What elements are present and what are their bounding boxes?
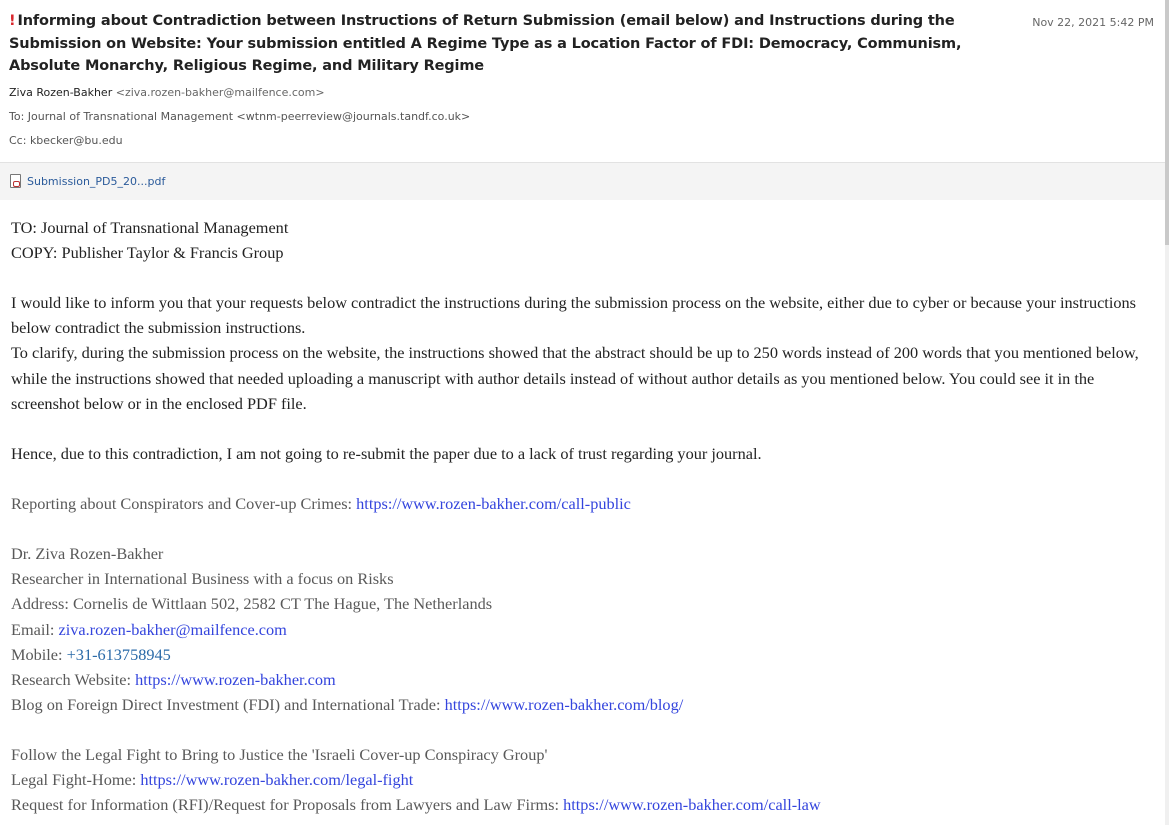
signature-website-line	[11, 667, 1151, 692]
email-header	[0, 0, 1165, 163]
signature-role: Researcher in International Business with a focus on Risks	[11, 569, 394, 589]
email-label: Email:	[11, 619, 59, 639]
mobile-label: Mobile:	[11, 644, 67, 664]
signature-address: Address: Cornelis de Wittlaan 502, 2582 CT The Hague, The Netherlands	[11, 594, 493, 614]
cc-line	[9, 134, 123, 147]
rfi-label: Request for Information (RFI)/Request for Proposals from Lawyers and Law Firms:	[11, 795, 564, 815]
email-date: Nov 22, 2021 5:42 PM	[1032, 16, 1154, 29]
body-copy-line: COPY: Publisher Taylor & Francis Group	[11, 243, 284, 263]
reporting-label: Reporting about Conspirators and Cover-up Crimes:	[11, 494, 357, 514]
attachment-name[interactable]: Submission_PD5_20...pdf	[27, 174, 166, 188]
cc-label: Cc:	[9, 134, 27, 147]
signature-email-link[interactable]: ziva.rozen-bakher@mailfence.com	[58, 619, 287, 639]
signature	[11, 541, 1151, 817]
subject-text: Informing about Contradiction between Instructions of Return Submission (email below) and Instructions during the Submission on Website: Your submission entitled A Regime Type as a Location Factor of FDI: Democracy, Communism, Absolute Monarchy, Religious Regime, and Military Regime	[9, 13, 962, 74]
signature-blog-link[interactable]: https://www.rozen-bakher.com/blog/	[444, 694, 684, 714]
body-paragraph-2: To clarify, during the submission process on the website, the instructions showed that the abstract should be up to 250 words instead of 200 words that you mentioned below, while the instructions showed that needed uploading a manuscript with author details instead of without author details as you mentioned below. You could see it in the screenshot below or in the enclosed PDF file.	[11, 343, 1139, 413]
body-to-line: TO: Journal of Transnational Management	[11, 218, 289, 237]
reporting-link[interactable]: https://www.rozen-bakher.com/call-public	[356, 494, 631, 514]
sender-name[interactable]: Ziva Rozen-Bakher	[9, 86, 113, 99]
pdf-file-icon	[10, 174, 21, 188]
cc-recipient[interactable]: kbecker@bu.edu	[29, 134, 123, 147]
signature-legal-line	[11, 767, 1151, 792]
to-label: To:	[9, 110, 25, 123]
importance-icon: !	[9, 13, 16, 29]
signature-rfi-link[interactable]: https://www.rozen-bakher.com/call-law	[563, 795, 821, 815]
blog-label: Blog on Foreign Direct Investment (FDI) and International Trade:	[11, 694, 445, 714]
body-paragraph-1: I would like to inform you that your requests below contradict the instructions during the submission process on the website, either due to cyber or because your instructions below contradict the submission instructions.	[11, 293, 1136, 338]
scrollbar-thumb[interactable]	[1165, 0, 1169, 245]
signature-name: Dr. Ziva Rozen-Bakher	[11, 544, 164, 564]
sender-address[interactable]: <ziva.rozen-bakher@mailfence.com>	[115, 86, 325, 99]
signature-legal-link[interactable]: https://www.rozen-bakher.com/legal-fight	[140, 770, 414, 790]
to-line	[9, 110, 470, 123]
body-paragraph-3: Hence, due to this contradiction, I am not going to re-submit the paper due to a lack of trust regarding your journal.	[11, 443, 762, 463]
reporting-line	[11, 491, 1151, 516]
from-line	[9, 86, 325, 99]
legal-label: Legal Fight-Home:	[11, 770, 141, 790]
signature-rfi-line	[11, 792, 1151, 817]
website-label: Research Website:	[11, 669, 136, 689]
email-subject	[9, 10, 1009, 78]
signature-email-line	[11, 617, 1151, 642]
signature-website-link[interactable]: https://www.rozen-bakher.com	[135, 669, 336, 689]
signature-mobile-link[interactable]: +31-613758945	[66, 644, 171, 664]
to-recipient[interactable]: Journal of Transnational Management <wtnm-peerreview@journals.tandf.co.uk>	[27, 110, 471, 123]
signature-blog-line	[11, 692, 1151, 717]
attachments-bar	[0, 163, 1165, 200]
vertical-scrollbar[interactable]	[1165, 0, 1169, 825]
signature-follow-line: Follow the Legal Fight to Bring to Justice the 'Israeli Cover-up Conspiracy Group'	[11, 744, 548, 764]
attachment-pdf[interactable]	[10, 174, 165, 188]
signature-mobile-line	[11, 642, 1151, 667]
email-body	[11, 215, 1151, 817]
